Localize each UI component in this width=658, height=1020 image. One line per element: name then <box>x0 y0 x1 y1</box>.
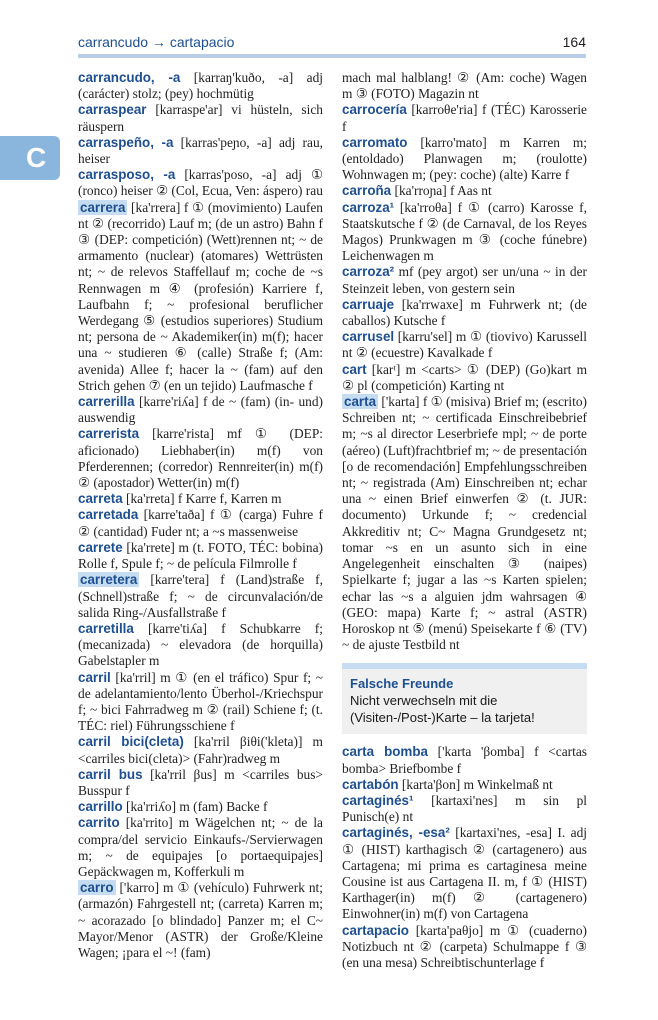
entry-headword: carrerilla <box>78 394 135 410</box>
entry-headword: carreta <box>78 491 123 507</box>
dictionary-entry <box>78 815 323 880</box>
entry-headword: carro <box>80 880 114 896</box>
entry-definition: ['karta] f ① (misiva) Brief m; (escrito) Schreiben nt; ~ certificada Einschreibebrief m; ~s al director Leserbriefe mpl; ~ de porte (aéreo) (Luft)frachtbrief m; ~ de presentación [o de recomendación] Empfehlungsschreiben nt; ~ registrada (Am) Einschreiben nt; echar una ~ einen Brief einwerfen ② (t. JUR: documento) Urkunde f; ~ credencial Akkreditiv nt; C~ Magna Grundgesetz nt; tomar ~s en un asunto sich in eine Angelegenheit einschalten ③ (naipes) Spielkarte f; jugar a las ~s Karten spielen; echar las ~s a alguien jdm wahrsagen ④ (GEO: mapa) Karte f; ~ astral (ASTR) Horoskop nt ⑤ (menú) Speisekarte f ⑥ (TV) ~ de ajuste Testbild nt <box>342 394 587 653</box>
entry-headword: carrerista <box>78 426 140 442</box>
dictionary-entry <box>78 200 323 394</box>
entry-headword: carroza² <box>342 264 395 280</box>
entry-definition: [ka'rriʎo] m (fam) Backe f <box>126 799 268 815</box>
entry-definition: mach mal halblang! ② (Am: coche) Wagen m ③ (FOTO) Magazin nt <box>342 70 587 102</box>
entry-definition: [karre'taða] f ① (carga) Fuhre f ② (cantidad) Fuder nt; a ~s massenweise <box>78 507 323 539</box>
dictionary-entry <box>78 102 323 134</box>
dictionary-entry <box>78 767 323 799</box>
entry-headword: carraspeño, -a <box>78 134 174 150</box>
entry-definition: [karta'paθjo] m ① (cuaderno) Notizbuch nt ② (carpeta) Schulmappe f ③ (en una mesa) Schreibtischunterlage f <box>342 922 588 970</box>
dictionary-entry <box>78 670 323 735</box>
dictionary-entry <box>78 394 323 426</box>
entry-definition: [ka'rril βus] m <carriles bus> Busspur f <box>78 766 323 798</box>
entry-definition: [ka'rroθa] f ① (carro) Karosse f, Staatskutsche f ② (de Carnaval, de los Reyes Magos) Prunkwagen m ③ (coche fúnebre) Leichenwagen m <box>342 199 587 264</box>
dictionary-entry <box>342 329 587 361</box>
false-friends-text: Nicht verwechseln mit die (Visiten-/Post-)Karte – la tarjeta! <box>350 693 535 726</box>
dictionary-entry <box>342 793 587 825</box>
entry-definition: [karru'sel] m ① (tiovivo) Karussell nt ② (ecuestre) Kavalkade f <box>342 329 587 361</box>
entry-headword: carta bomba <box>342 744 428 760</box>
dictionary-entry <box>342 70 587 102</box>
entry-headword: carta <box>344 394 377 410</box>
entry-headword: carrusel <box>342 329 395 345</box>
dictionary-entry <box>342 200 587 265</box>
entry-headword: carretera <box>80 572 138 588</box>
false-friends-box <box>342 663 587 734</box>
entry-headword: carruaje <box>342 296 395 312</box>
entry-headword: carril <box>78 669 111 685</box>
entry-headword: cartabón <box>342 776 399 792</box>
entry-definition: [ka'rreta] f Karre f, Karren m <box>126 491 282 507</box>
entry-definition: [karraŋ'kuðo, -a] adj (carácter) stolz; (pey) hochmütig <box>78 70 323 102</box>
right-column-entries <box>342 70 587 653</box>
dictionary-entry <box>78 507 323 539</box>
dictionary-entry <box>342 923 587 972</box>
guide-words: carrancudo → cartapacio <box>78 34 235 50</box>
entry-definition: [karraspe'ar] vi hüsteln, sich räuspern <box>78 102 323 134</box>
entry-headword: carroza¹ <box>342 199 395 215</box>
dictionary-entry <box>78 734 323 766</box>
entry-definition: [karᵗ] m <carts> ① (DEP) (Go)kart m ② pl (competición) Karting nt <box>342 361 587 393</box>
entry-definition: [karras'peɲo, -a] adj rau, heiser <box>78 134 323 167</box>
dictionary-entry <box>342 362 587 394</box>
dictionary-entry <box>342 102 587 134</box>
entry-definition: [karre'rista] mf ① (DEP: aficionado) Liebhaber(in) m(f) von Pferderennen; (corredor) Rennreiter(in) m(f) ② (apostador) Wetter(in) m(f) <box>78 426 323 491</box>
entry-definition: ['karta 'βomba] f <cartas bomba> Briefbombe f <box>342 744 588 776</box>
entry-headword: carretada <box>78 507 139 523</box>
false-friends-title: Falsche Freunde <box>350 676 454 692</box>
entry-headword: carrete <box>78 539 123 555</box>
entry-definition: ['karro] m ① (vehículo) Fuhrwerk nt; (armazón) Fahrgestell nt; (carreta) Karren m; ~ acorazado [o blindado] Panzer m; el C~ Mayor/Menor (ASTR) der Große/Kleine Wagen; ¡para el ~! (fam) <box>78 880 323 960</box>
dictionary-entry <box>342 744 587 776</box>
dictionary-entry <box>78 880 323 961</box>
entry-definition: [karras'poso, -a] adj ① (ronco) heiser ② (Col, Ecua, Ven: áspero) rau <box>78 167 323 199</box>
right-column-entries-after <box>342 744 587 971</box>
dictionary-entry <box>78 426 323 491</box>
dictionary-entry <box>342 297 587 329</box>
dictionary-entry <box>78 70 323 102</box>
entry-definition: mf (pey argot) ser un/una ~ in der Steinzeit leben, von gestern sein <box>342 264 587 296</box>
entry-headword: cartapacio <box>342 922 409 938</box>
dictionary-entry <box>78 491 323 507</box>
dictionary-entry <box>342 825 587 922</box>
header-rule <box>78 54 586 58</box>
dictionary-entry <box>78 540 323 572</box>
dictionary-entry <box>342 264 587 296</box>
entry-headword: carrera <box>80 199 126 215</box>
entry-definition: [karre'tiʎa] f Schubkarre f; (mecanizada) ~ elevadora (de horquilla) Gabelstapler m <box>78 620 323 669</box>
entry-headword: cartaginés, -esa² <box>342 825 450 841</box>
entry-headword: carrocería <box>342 102 407 118</box>
entry-headword: carroña <box>342 183 392 199</box>
entry-definition: [ka'rril] m ① (en el tráfico) Spur f; ~ de adelantamiento/lento Überhol-/Kriechspur f; ~ bici Fahrradweg m ② (rail) Schiene f; (t. TÉC: riel) Führungsschiene f <box>78 669 323 734</box>
dictionary-entry <box>78 572 323 621</box>
entry-definition: [karro'mato] m Karren m; (entoldado) Planwagen m; (roulotte) Wohnwagen m; (pey: coche) (alte) Karre f <box>342 134 587 183</box>
entry-definition: [ka'rril βiθi('kleta)] m <carriles bici(cleta)> (Fahr)radweg m <box>78 734 323 766</box>
page-number: 164 <box>562 34 586 50</box>
dictionary-entry <box>342 394 587 653</box>
entry-definition: [karre'tera] f (Land)straße f, (Schnell)straße f; ~ de circunvalación/de salida Ring-/Ausfallstraße f <box>78 572 323 620</box>
entry-headword: cart <box>342 361 367 377</box>
dictionary-entry <box>78 621 323 670</box>
entry-headword: carretilla <box>78 620 134 636</box>
entry-definition: [ka'rrito] m Wägelchen nt; ~ de la compra/del servicio Einkaufs-/Servierwagen m; ~ de equipajes [o portaequipajes] Gepäckwagen m, Kofferkuli m <box>78 815 323 879</box>
dictionary-entry <box>342 777 587 793</box>
entry-definition: [ka'rroɲa] f Aas nt <box>394 183 492 199</box>
entry-definition: [karta'βon] m Winkelmaß nt <box>401 776 553 792</box>
entry-headword: cartaginés¹ <box>342 792 414 808</box>
entry-definition: [ka'rrwaxe] m Fuhrwerk nt; (de caballos) Kutsche f <box>342 296 587 329</box>
entry-headword: carrito <box>78 815 120 831</box>
entry-headword: carraspear <box>78 102 147 118</box>
entry-definition: [kartaxi'nes, -esa] I. adj ① (HIST) karthagisch ② (cartagenero) aus Cartagena; mi prima es cartaginesa meine Cousine ist aus Cartagena II. m, f ① (HIST) Karthager(in) m(f) ② (cartagenero) Einwohner(in) m(f) von Cartagena <box>342 825 587 922</box>
entry-definition: [kartaxi'nes] m sin pl Punisch(e) nt <box>342 792 587 825</box>
page-header <box>78 30 586 54</box>
entry-definition: [ka'rrera] f ① (movimiento) Laufen nt ② (recorrido) Lauf m; (de un astro) Bahn f ③ (DEP: competición) (Wett)rennen nt; ~ de armamento (nuclear) (atomares) Wettrüsten nt; ~ de relevos Staffellauf m; coche de ~s Rennwagen m ④ (profesión) Karriere f, Laufbahn f; ~ profesional beruflicher Werdegang ⑤ (estudios superiores) Studium nt; persona de ~ Akademiker(in) m(f); hacer una ~ studieren ⑥ (calle) Straße f; (Am: avenida) Allee f; hacer la ~ (fam) auf den Strich gehen ⑦ (en un tejido) Laufmasche f <box>78 199 323 393</box>
entry-definition: [karroθe'ria] f (TÉC) Karosserie f <box>342 102 587 134</box>
right-column <box>342 70 587 971</box>
thumb-index-tab: C <box>0 136 60 180</box>
entry-definition: [karre'riʎa] f de ~ (fam) (in- und) auswendig <box>78 394 323 426</box>
dictionary-entry <box>342 135 587 184</box>
dictionary-entry <box>78 167 323 199</box>
entry-headword: carrancudo, -a <box>78 70 181 85</box>
entry-headword: carril bus <box>78 766 143 782</box>
entry-definition: [ka'rrete] m (t. FOTO, TÉC: bobina) Rolle f, Spule f; ~ de película Filmrolle f <box>78 539 323 572</box>
entry-headword: carrillo <box>78 799 123 815</box>
entry-headword: carromato <box>342 134 408 150</box>
entry-headword: carrasposo, -a <box>78 167 176 183</box>
dictionary-entry <box>342 183 587 199</box>
dictionary-entry <box>78 799 323 815</box>
left-column <box>78 70 323 961</box>
dictionary-entry <box>78 135 323 167</box>
entry-headword: carril bici(cleta) <box>78 734 184 750</box>
